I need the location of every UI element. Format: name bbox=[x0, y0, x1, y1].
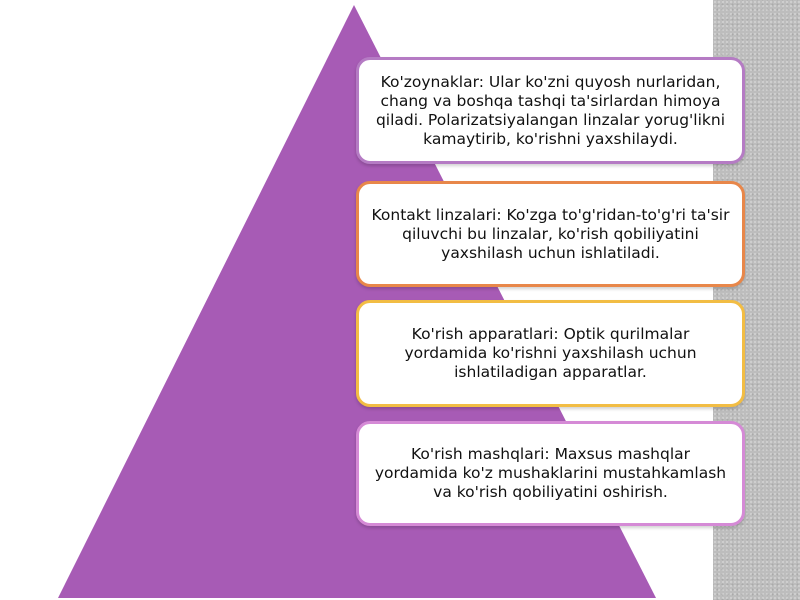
card-kontakt-linzalari bbox=[356, 181, 745, 287]
card-korish-apparatlari bbox=[356, 300, 745, 407]
card-kozoynaklar-text: Ko'zoynaklar: Ular ko'zni quyosh nurlaridan, chang va boshqa tashqi ta'sirlardan himoya qiladi. Polarizatsiyalangan linzalar yorug'likni kamaytirib, ko'rishni yaxshilaydi. bbox=[375, 72, 726, 148]
card-korish-mashqlari-text: Ko'rish mashqlari: Maxsus mashqlar yordamida ko'z mushaklarini mustahkamlash va ko'rish qobiliyatini oshirish. bbox=[374, 445, 727, 501]
card-kontakt-linzalari-text: Kontakt linzalari: Ko'zga to'g'ridan-to'g'ri ta'sir qiluvchi bu linzalar, ko'rish qobiliyatini yaxshilash uchun ishlatiladi. bbox=[371, 205, 730, 262]
card-korish-apparatlari-text: Ko'rish apparatlari: Optik qurilmalar yordamida ko'rishni yaxshilash uchun ishlatiladigan apparatlar. bbox=[404, 325, 697, 381]
card-kozoynaklar bbox=[356, 57, 745, 164]
card-korish-mashqlari bbox=[356, 421, 745, 526]
